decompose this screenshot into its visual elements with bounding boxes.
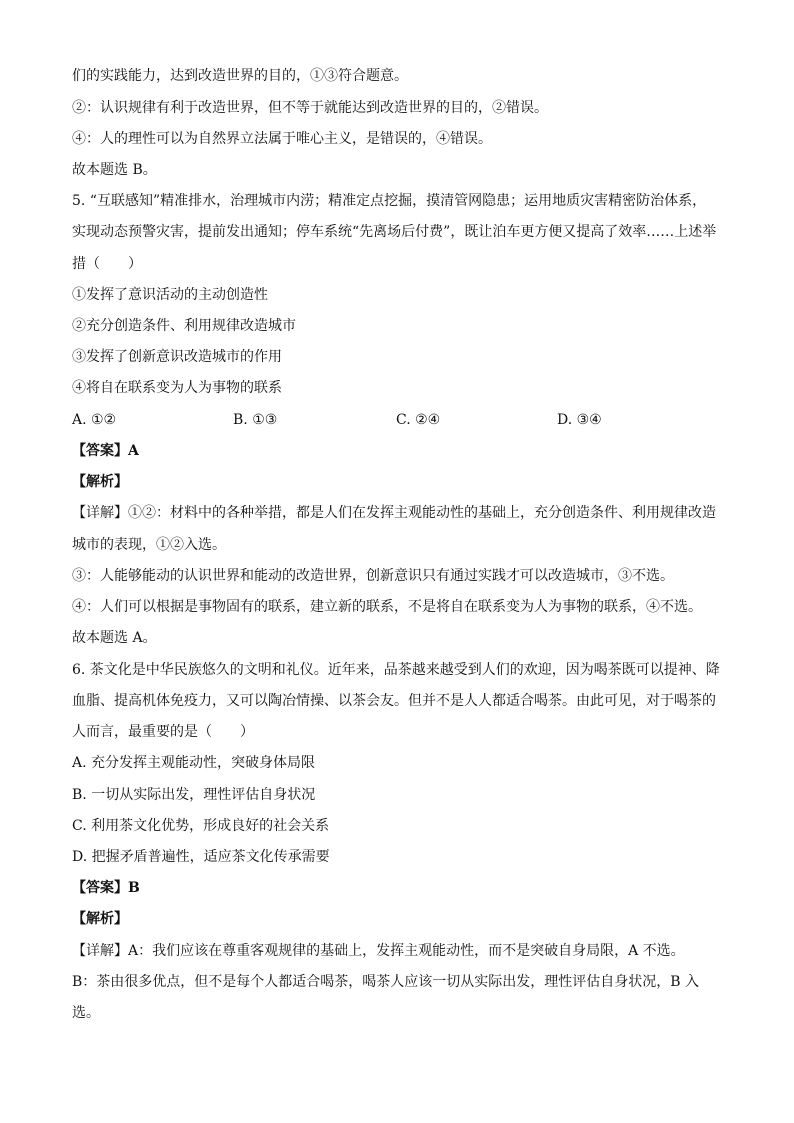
question-6-option-b: B. 一切从实际出发，理性评估自身状况 — [72, 787, 316, 803]
question-5-analysis-label: 【解析】 — [72, 474, 128, 490]
text-line: ④：人的理性可以为自然界立法属于唯心主义，是错误的，④错误。 — [72, 131, 492, 147]
question-5-item: ②充分创造条件、利用规律改造城市 — [72, 318, 296, 334]
question-5-option-b: B. ①③ — [233, 412, 278, 428]
question-5-stem: 实现动态预警灾害，提前发出通知；停车系统“先离场后付费”，既让泊车更方便又提高了效率……上述举 — [72, 224, 717, 240]
question-5-detail: ③：人能够能动的认识世界和能动的改造世界，创新意识只有通过实践才可以改造城市，③不选。 — [72, 568, 674, 584]
question-6-stem: 血脂、提高机体免疫力，又可以陶冶情操、以茶会友。但并不是人人都适合喝茶。由此可见，对于喝茶的 — [72, 693, 716, 709]
question-6-option-c: C. 利用茶文化优势，形成良好的社会关系 — [72, 818, 330, 834]
question-5-detail: ④：人们可以根据是事物固有的联系，建立新的联系，不是将自在联系变为人为事物的联系，④不选。 — [72, 599, 702, 615]
question-6-answer: 【答案】B — [72, 880, 140, 896]
question-5-answer: 【答案】A — [72, 443, 139, 459]
question-5-option-d: D. ③④ — [557, 412, 602, 428]
question-5-option-c: C. ②④ — [396, 412, 441, 428]
text-line: 故本题选 B。 — [72, 162, 157, 178]
question-5-option-a: A. ①② — [72, 412, 117, 428]
question-5-stem: 措（ ） — [72, 256, 142, 272]
question-5-item: ①发挥了意识活动的主动创造性 — [72, 287, 268, 303]
question-5-item: ③发挥了创新意识改造城市的作用 — [72, 349, 282, 365]
question-6-stem: 人而言，最重要的是（ ） — [72, 724, 254, 740]
question-5-item: ④将自在联系变为人为事物的联系 — [72, 380, 282, 396]
question-6-detail: 选。 — [72, 1005, 100, 1021]
question-5-conclusion: 故本题选 A。 — [72, 630, 157, 646]
question-5-detail: 城市的表现，①②入选。 — [72, 537, 226, 553]
question-5-detail: 【详解】①②：材料中的各种举措，都是人们在发挥主观能动性的基础上，充分创造条件、利用规律改造 — [72, 505, 716, 521]
question-5-stem: 5. “互联感知”精准排水，治理城市内涝；精准定点挖掘，摸清管网隐患；运用地质灾害精密防治体系， — [72, 193, 707, 209]
question-6-option-d: D. 把握矛盾普遍性，适应茶文化传承需要 — [72, 849, 330, 865]
question-6-detail: B：茶由很多优点，但不是每个人都适合喝茶，喝茶人应该一切从实际出发，理性评估自身状况，B 入 — [72, 974, 700, 990]
question-6-stem: 6. 茶文化是中华民族悠久的文明和礼仪。近年来，品茶越来越受到人们的欢迎，因为喝茶既可以提神、降 — [72, 662, 720, 678]
question-6-detail: 【详解】A：我们应该在尊重客观规律的基础上，发挥主观能动性，而不是突破自身局限，A 不选。 — [72, 943, 685, 959]
text-line: ②：认识规律有利于改造世界，但不等于就能达到改造世界的目的，②错误。 — [72, 100, 548, 116]
question-6-option-a: A. 充分发挥主观能动性，突破身体局限 — [72, 755, 316, 771]
question-6-analysis-label: 【解析】 — [72, 911, 128, 927]
text-line: 们的实践能力，达到改造世界的目的，①③符合题意。 — [72, 68, 408, 84]
